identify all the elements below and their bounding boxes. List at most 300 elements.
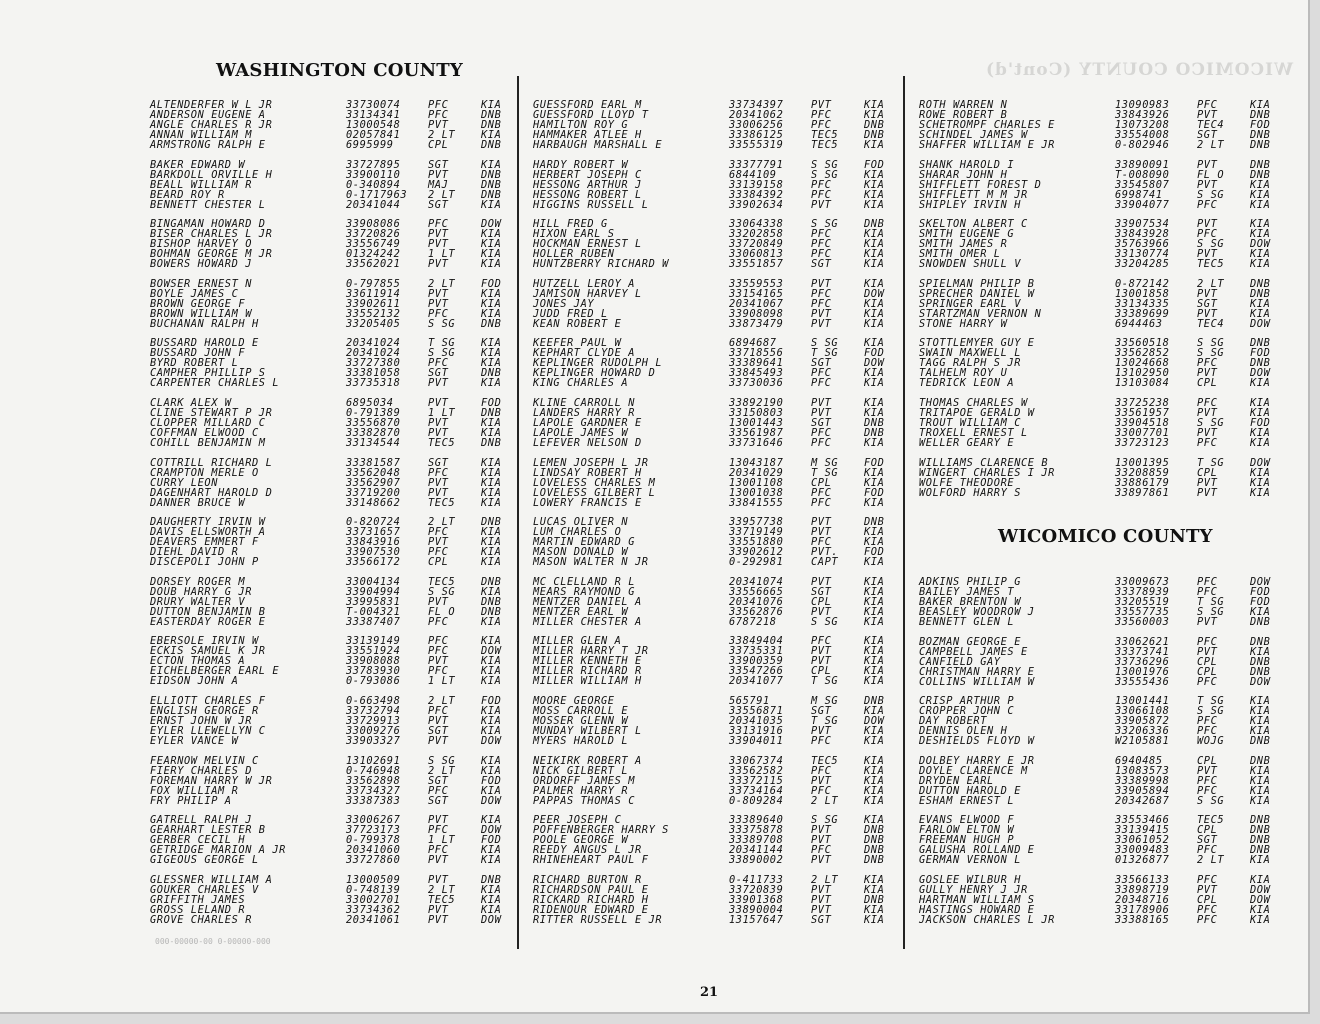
status: KIA [864,665,885,678]
status: KIA [481,158,502,171]
soldier-name: LEFEVER NELSON D [533,436,642,449]
rank: PVT [811,526,832,539]
status: KIA [1250,854,1271,867]
rank: TEC5 [811,754,839,767]
rank: 1 LT [428,406,456,419]
rank: PVT [1197,616,1218,628]
serial-number: 33735318 [346,377,401,390]
serial-number: 33009673 [1115,576,1170,588]
rank: 2 LT [428,883,456,896]
status: KIA [1250,396,1271,409]
status: DOW [1250,576,1271,588]
roster-group [150,219,510,269]
serial-number: 33729913 [346,714,401,727]
status: KIA [1250,307,1271,320]
soldier-name: BEARD ROY R [150,188,225,201]
status: KIA [481,615,502,628]
rank: PFC [811,635,832,648]
soldier-name: GERBER CECIL H [150,834,246,847]
status: KIA [1250,606,1271,618]
soldier-name: DOUB HARRY G JR [150,585,252,598]
status: FOD [864,347,885,360]
status: KIA [864,595,885,608]
status: KIA [864,704,885,717]
status: KIA [1250,695,1271,708]
rank: CPL [1197,377,1218,390]
roster-group [533,696,893,746]
serial-number: 33890004 [729,903,784,916]
soldier-name: HESSONG ARTHUR J [533,178,642,191]
rank: SGT [1197,129,1218,141]
soldier-name: CANFIELD GAY [919,655,1001,668]
serial-number: 20341024 [346,347,401,360]
status: KIA [864,238,885,251]
serial-number: 13001395 [1115,456,1170,469]
serial-number: 33139149 [346,635,401,648]
status: DOW [481,734,502,747]
serial-number: 33892190 [729,396,784,409]
rank: SGT [1197,297,1218,310]
status: KIA [481,546,502,559]
rank: PFC [428,615,449,628]
serial-number: 33902611 [346,297,401,310]
serial-number: 0-292981 [729,556,784,569]
status: KIA [864,258,885,271]
rank: SGT [428,198,449,211]
rank: PVT [428,476,449,489]
serial-number: 6787218 [729,615,777,628]
soldier-name: HARBAUGH MARSHALL E [533,139,663,151]
serial-number: 33566133 [1115,873,1170,886]
serial-number: 33389641 [729,357,784,370]
soldier-name: WOLFORD HARRY S [919,486,1021,499]
soldier-name: MASON DONALD W [533,546,629,559]
serial-number: 33545807 [1115,178,1170,191]
rank: PVT [428,873,449,886]
soldier-name: SHIFFLETT M M JR [919,188,1028,201]
serial-number: 33389998 [1115,774,1170,787]
rank: S SG [811,615,839,628]
status: KIA [481,456,502,469]
status: DNB [1250,357,1271,370]
soldier-name: BENNETT CHESTER L [150,198,266,211]
status: KIA [481,307,502,320]
status: DNB [864,694,885,707]
roster-row [150,557,510,567]
rank: PFC [811,764,832,777]
soldier-name: RHINEHEART PAUL F [533,854,649,867]
roster-row [919,677,1279,687]
serial-number: 33375878 [729,824,784,837]
rank: PFC [811,287,832,300]
soldier-name: SHANK HAROLD I [919,158,1015,171]
serial-number: 33719200 [346,486,401,499]
rank: PVT [811,575,832,588]
rank: PFC [428,824,449,837]
soldier-name: STARTZMAN VERNON N [919,307,1042,320]
roster-row [919,378,1279,388]
rank: PFC [1197,913,1218,926]
status: KIA [481,635,502,648]
rank: PVT [1197,158,1218,171]
rank: PFC [811,297,832,310]
roster-row [150,438,510,448]
soldier-name: KEPLINGER RUDOLPH L [533,357,663,370]
roster-row [533,319,893,329]
status: KIA [481,337,502,350]
status: DNB [1250,616,1271,628]
serial-number: 33734362 [346,903,401,916]
rank: PFC [1197,675,1218,688]
roster-group [150,815,510,865]
status: KIA [1250,903,1271,916]
status: DNB [481,119,502,131]
soldier-name: DEAVERS EMMERT F [150,536,259,549]
rank: PFC [811,426,832,439]
soldier-name: CRAMPTON MERLE O [150,466,259,479]
soldier-name: SWAIN MAXWELL L [919,347,1021,360]
rank: PVT [811,277,832,290]
serial-number: 33897861 [1115,486,1170,499]
status: KIA [864,556,885,569]
serial-number: 33382870 [346,426,401,439]
soldier-name: HUNTZBERRY RICHARD W [533,258,669,271]
soldier-name: BOYLE JAMES C [150,287,239,300]
rank: PFC [1197,357,1218,370]
status: DOW [864,357,885,370]
status: KIA [481,377,502,390]
rank: TEC5 [811,129,839,141]
roster-group [533,875,893,925]
roster-row [533,617,893,627]
status: DNB [1250,824,1271,837]
rank: PVT [811,834,832,847]
status: KIA [864,307,885,320]
rank: T SG [811,466,839,479]
roster-row [533,200,893,210]
soldier-name: LANDERS HARRY R [533,406,635,419]
soldier-name: MENTZER DANIEL A [533,595,642,608]
serial-number: 0-748139 [346,883,401,896]
serial-number: 33957738 [729,516,784,529]
soldier-name: DRYDEN EARL [919,774,994,787]
rank: PFC [1197,228,1218,241]
roster-row [533,498,893,508]
serial-number: 33384392 [729,188,784,201]
roster-row [919,140,1279,150]
rank: M SG [811,694,839,707]
status: KIA [1250,705,1271,718]
serial-number: 6895034 [346,396,394,409]
status: DNB [481,595,502,608]
rank: PVT [811,903,832,916]
status: KIA [864,178,885,191]
serial-number: 33995831 [346,595,401,608]
soldier-name: NICK GILBERT L [533,764,629,777]
serial-number: 33720849 [729,238,784,251]
rank: PFC [811,238,832,251]
soldier-name: HASTINGS HOWARD E [919,903,1035,916]
soldier-name: BENNETT GLEN L [919,616,1015,628]
serial-number: 33562852 [1115,347,1170,360]
soldier-name: CURRY LEON [150,476,218,489]
status: DNB [481,139,502,151]
soldier-name: KEPHART CLYDE A [533,347,635,360]
soldier-name: KING CHARLES A [533,377,629,390]
soldier-name: SNOWDEN SHULL V [919,258,1021,271]
status: DNB [481,188,502,201]
serial-number: 13157647 [729,913,784,926]
serial-number: 33557735 [1115,606,1170,618]
status: KIA [481,426,502,439]
soldier-name: CLARK ALEX W [150,396,232,409]
roster-group [919,815,1279,865]
rank: CPL [1197,824,1218,837]
serial-number: 33905872 [1115,715,1170,728]
status: KIA [481,764,502,777]
status: KIA [864,526,885,539]
status: DOW [864,287,885,300]
status: FOD [864,486,885,499]
status: KIA [481,714,502,727]
roster-row [919,200,1279,210]
status: KIA [864,873,885,886]
serial-number: 33562582 [729,764,784,777]
rank: PVT [428,168,449,181]
rank: SGT [811,704,832,717]
soldier-name: POOLE GEORGE W [533,834,629,847]
soldier-name: HAMILTON ROY G [533,119,629,131]
status: DNB [1250,337,1271,350]
serial-number: 13102950 [1115,367,1170,380]
soldier-name: BEASLEY WOODROW J [919,606,1035,618]
soldier-name: GATRELL RALPH J [150,814,252,827]
status: KIA [864,139,885,151]
status: KIA [1250,377,1271,390]
soldier-name: MEARS RAYMOND G [533,585,635,598]
roster-group [919,279,1279,329]
soldier-name: FREEMAN HUGH P [919,834,1015,847]
status: KIA [864,615,885,628]
soldier-name: ADKINS PHILIP G [919,576,1021,588]
serial-number: 33723123 [1115,436,1170,449]
soldier-name: EASTERDAY ROGER E [150,615,266,628]
soldier-name: BUCHANAN RALPH H [150,317,259,330]
serial-number: 33731646 [729,436,784,449]
serial-number: T-008090 [1115,168,1170,181]
status: KIA [481,486,502,499]
soldier-name: RICKARD RICHARD H [533,893,649,906]
soldier-name: LINDSAY ROBERT H [533,466,642,479]
status: KIA [1250,248,1271,261]
soldier-name: GROSS LELAND R [150,903,246,916]
rank: CAPT [811,556,839,569]
rank: PVT [428,297,449,310]
roster-group [150,398,510,448]
status: KIA [1250,486,1271,499]
serial-number: 0-820724 [346,516,401,529]
soldier-name: GOSLEE WILBUR H [919,873,1021,886]
rank: PFC [811,119,832,131]
soldier-name: SHIFFLETT FOREST D [919,178,1042,191]
soldier-name: DESHIELDS FLOYD W [919,735,1035,748]
serial-number: 33007701 [1115,426,1170,439]
roster-row [150,200,510,210]
serial-number: 13001441 [1115,695,1170,708]
bleed-through-title: WICOMICO COUNTY (Cont'd) [985,60,1294,80]
soldier-name: RICHARD BURTON R [533,873,642,886]
soldier-name: GUESSFORD EARL M [533,99,642,111]
serial-number: 6998741 [1115,188,1163,201]
rank: PVT [811,883,832,896]
status: KIA [481,883,502,896]
rank: S SG [811,158,839,171]
roster-row [150,855,510,865]
soldier-name: ANGLE CHARLES R JR [150,119,273,131]
soldier-name: ERNST JOHN W JR [150,714,252,727]
status: DNB [481,178,502,191]
status: DNB [864,218,885,231]
serial-number: 33556870 [346,416,401,429]
soldier-name: DORSEY ROGER M [150,575,246,588]
rank: PVT [428,396,449,409]
rank: TEC5 [1197,814,1225,827]
status: DNB [481,575,502,588]
soldier-name: MOSS CARROLL E [533,704,629,717]
rank: 2 LT [428,188,456,201]
status: KIA [864,645,885,658]
roster-row [150,736,510,746]
soldier-name: LUCAS OLIVER N [533,516,629,529]
status: DNB [1250,735,1271,748]
rank: PFC [1197,715,1218,728]
serial-number: 33061052 [1115,834,1170,847]
rank: 2 LT [428,764,456,777]
status: KIA [1250,99,1271,111]
serial-number: 13083573 [1115,764,1170,777]
serial-number: 33908098 [729,307,784,320]
status: KIA [1250,913,1271,926]
status: KIA [481,129,502,141]
rank: PFC [811,844,832,857]
status: FOD [481,774,502,787]
serial-number: 33900110 [346,168,401,181]
status: DNB [481,168,502,181]
status: KIA [481,675,502,688]
rank: PFC [811,109,832,121]
serial-number: 0-797855 [346,277,401,290]
serial-number: 33131916 [729,724,784,737]
rank: S SG [811,168,839,181]
rank: PFC [428,546,449,559]
rank: S SG [811,337,839,350]
soldier-name: HESSONG ROBERT L [533,188,642,201]
serial-number: 20341074 [729,575,784,588]
status: KIA [481,526,502,539]
rank: S SG [811,814,839,827]
status: KIA [864,466,885,479]
roster-group [533,756,893,806]
rank: PVT [428,228,449,241]
soldier-name: DANNER BRUCE W [150,496,246,509]
rank: PFC [1197,784,1218,797]
soldier-name: HAMMAKER ATLEE H [533,129,642,141]
roster-row [533,140,893,150]
roster-row [919,438,1279,448]
status: KIA [864,784,885,797]
rank: PVT [1197,764,1218,777]
serial-number: 33067374 [729,754,784,767]
roster-group [533,577,893,627]
roster-row [533,796,893,806]
serial-number: 0-340894 [346,178,401,191]
rank: PFC [428,635,449,648]
status: FOD [1250,347,1271,360]
status: FOD [864,546,885,559]
status: KIA [481,357,502,370]
soldier-name: SPRINGER EARL V [919,297,1021,310]
roster-group [150,875,510,925]
rank: PFC [1197,99,1218,111]
roster-row [919,796,1279,806]
soldier-name: CHRISTMAN HARRY E [919,665,1035,678]
rank: PFC [428,645,449,658]
soldier-name: TROUT WILLIAM C [919,416,1021,429]
status: KIA [481,665,502,678]
serial-number: 13102691 [346,754,401,767]
rank: S SG [1197,188,1225,201]
rank: TEC5 [428,496,456,509]
soldier-name: HUTZELL LEROY A [533,277,635,290]
status: KIA [864,734,885,747]
status: KIA [481,814,502,827]
soldier-name: SCHETROMPF CHARLES E [919,119,1055,131]
serial-number: 33900359 [729,655,784,668]
status: KIA [864,406,885,419]
roster-group [919,458,1279,498]
status: DNB [1250,158,1271,171]
serial-number: 0-663498 [346,694,401,707]
soldier-name: STONE HARRY W [919,317,1008,330]
soldier-name: BUSSARD JOHN F [150,347,246,360]
soldier-name: GOUKER CHARLES V [150,883,259,896]
roster-group [533,517,893,567]
serial-number: 01324242 [346,248,401,261]
serial-number: 33902634 [729,198,784,211]
serial-number: 33559553 [729,277,784,290]
rank: PFC [811,228,832,241]
status: DNB [1250,834,1271,847]
soldier-name: PALMER HARRY R [533,784,629,797]
roster-group [533,636,893,686]
rank: PFC [1197,774,1218,787]
soldier-name: BINGAMAN HOWARD D [150,218,266,231]
serial-number: 33555319 [729,139,784,151]
serial-number: 33154165 [729,287,784,300]
serial-number: 33890002 [729,854,784,867]
rank: PVT [811,854,832,867]
rank: PFC [1197,873,1218,886]
status: KIA [1250,764,1271,777]
serial-number: 33732794 [346,704,401,717]
serial-number: 33904994 [346,585,401,598]
serial-number: 33554008 [1115,129,1170,141]
status: KIA [864,297,885,310]
soldier-name: COFFMAN ELWOOD C [150,426,259,439]
rank: TEC5 [428,436,456,449]
roster-group [919,577,1279,627]
rank: PFC [1197,396,1218,409]
